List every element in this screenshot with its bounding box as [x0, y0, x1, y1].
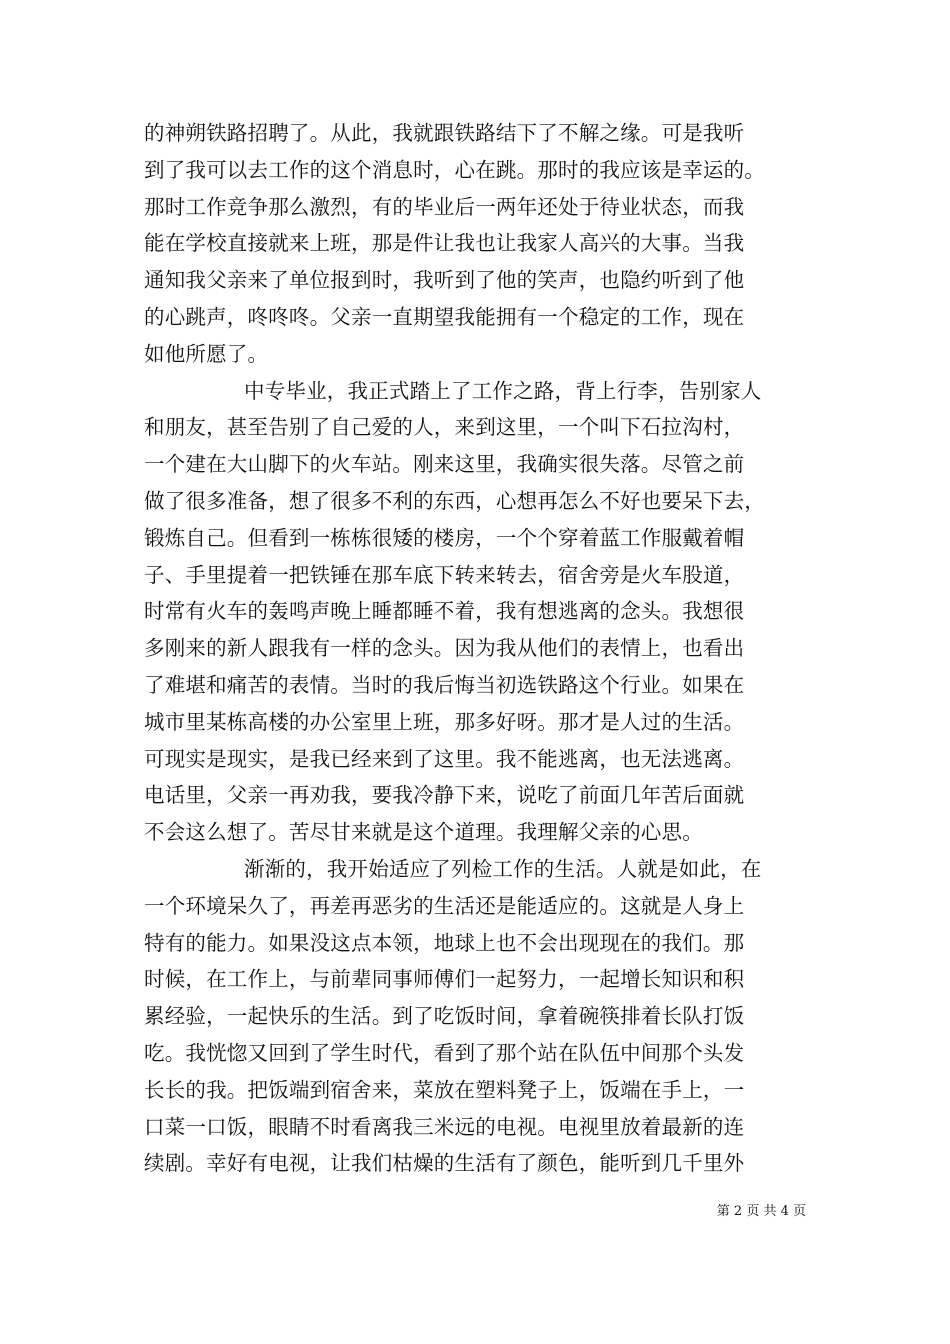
text-line: 如他所愿了。 — [144, 341, 269, 366]
text-line: 累经验，一起快乐的生活。到了吃饭时间，拿着碗筷排着长队打饭 — [144, 1004, 745, 1029]
text-line: 不会这么想了。苦尽甘来就是这个道理。我理解父亲的心思。 — [144, 820, 703, 845]
text-line: 的神朔铁路招聘了。从此，我就跟铁路结下了不解之缘。可是我听 — [144, 121, 745, 145]
text-line: 通知我父亲来了单位报到时，我听到了他的笑声，也隐约听到了他 — [144, 268, 745, 293]
text-line: 的心跳声，咚咚咚。父亲一直期望我能拥有一个稳定的工作，现在 — [144, 304, 745, 329]
text-line: 做了很多准备，想了很多不利的东西，心想再怎么不好也要呆下去， — [144, 488, 765, 513]
text-line: 能在学校直接就来上班，那是件让我也让我家人高兴的大事。当我 — [144, 231, 745, 256]
text-line: 特有的能力。如果没这点本领，地球上也不会出现现在的我们。那 — [144, 930, 745, 955]
text-line: 长长的我。把饭端到宿舍来，菜放在塑料凳子上，饭端在手上，一 — [144, 1077, 745, 1102]
text-line: 时常有火车的轰鸣声晚上睡都睡不着，我有想逃离的念头。我想很 — [144, 599, 745, 624]
paragraph-first-line: 中专毕业，我正式踏上了工作之路，背上行李，告别家人 — [244, 378, 762, 403]
paragraph-first-line: 渐渐的，我开始适应了列检工作的生活。人就是如此，在 — [244, 856, 762, 881]
text-line: 吃。我恍惚又回到了学生时代，看到了那个站在队伍中间那个头发 — [144, 1040, 745, 1065]
text-line: 了难堪和痛苦的表情。当时的我后悔当初选铁路这个行业。如果在 — [144, 672, 745, 697]
text-line: 锻炼自己。但看到一栋栋很矮的楼房，一个个穿着蓝工作服戴着帽 — [144, 525, 745, 550]
text-line: 到了我可以去工作的这个消息时，心在跳。那时的我应该是幸运的。 — [144, 157, 765, 182]
text-line: 一个环境呆久了，再差再恶劣的生活还是能适应的。这就是人身上 — [144, 893, 745, 918]
text-line: 和朋友，甚至告别了自己爱的人，来到这里，一个叫下石拉沟村， — [144, 415, 745, 440]
text-line: 口菜一口饭，眼睛不时看离我三米远的电视。电视里放着最新的连 — [144, 1114, 745, 1139]
text-line: 电话里，父亲一再劝我，要我冷静下来，说吃了前面几年苦后面就 — [144, 783, 745, 808]
text-line: 可现实是现实，是我已经来到了这里。我不能逃离，也无法逃离。 — [144, 746, 745, 771]
text-line: 时候，在工作上，与前辈同事师傅们一起努力，一起增长知识和积 — [144, 967, 745, 992]
text-line: 一个建在大山脚下的火车站。刚来这里，我确实很失落。尽管之前 — [144, 452, 745, 477]
text-line: 那时工作竞争那么激烈，有的毕业后一两年还处于待业状态，而我 — [144, 194, 745, 219]
text-line: 城市里某栋高楼的办公室里上班，那多好呀。那才是人过的生活。 — [144, 709, 745, 734]
text-line: 多刚来的新人跟我有一样的念头。因为我从他们的表情上，也看出 — [144, 636, 745, 661]
text-line: 续剧。幸好有电视，让我们枯燥的生活有了颜色，能听到几千里外 — [144, 1151, 745, 1176]
body-text — [144, 115, 806, 1182]
text-line: 子、手里提着一把铁锤在那车底下转来转去，宿舍旁是火车股道， — [144, 562, 745, 587]
page-number-footer: 第 2 页 共 4 页 — [716, 1204, 806, 1219]
